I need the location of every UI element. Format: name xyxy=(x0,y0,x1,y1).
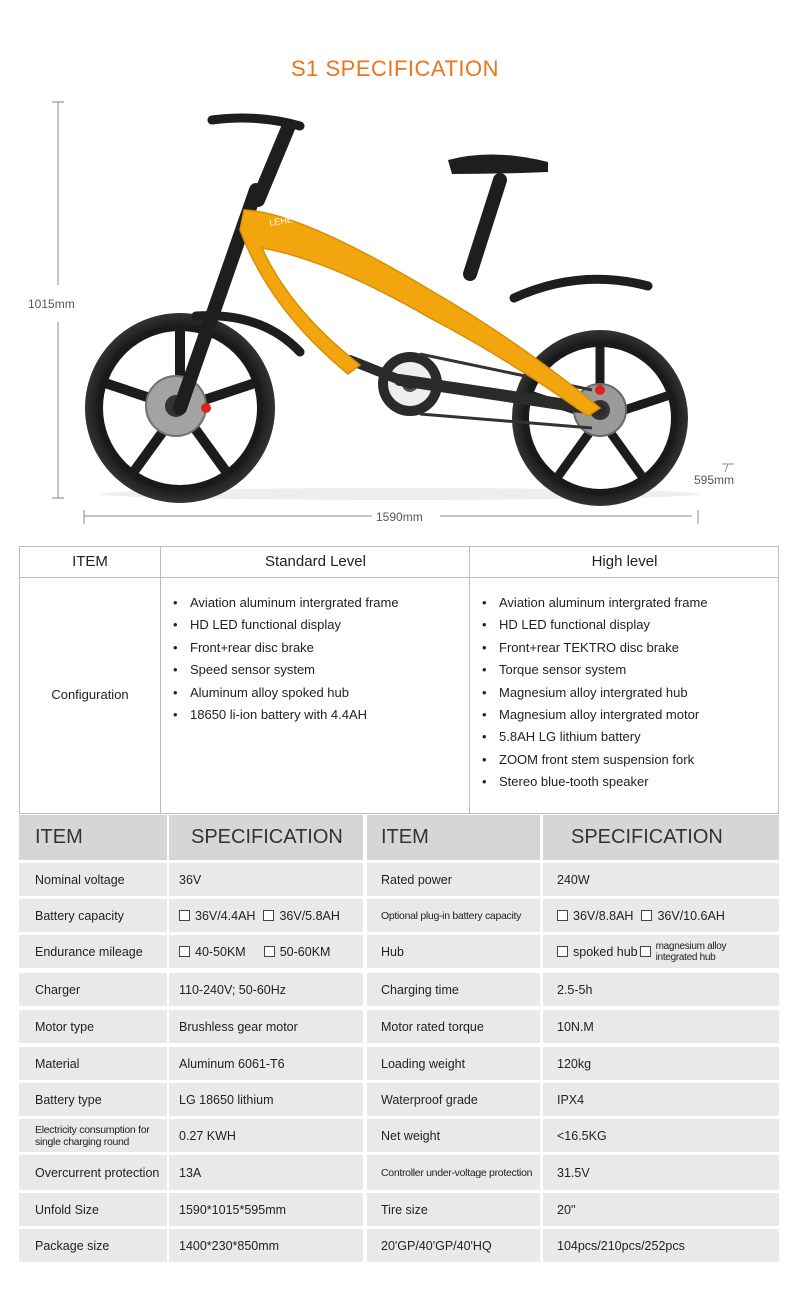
table-row xyxy=(19,899,779,932)
spec-value: 120kg xyxy=(543,1047,779,1080)
table-row xyxy=(19,1010,779,1043)
checkbox-icon[interactable] xyxy=(179,946,190,957)
spec-item: Battery type xyxy=(19,1083,167,1116)
option: 36V/10.6AH xyxy=(641,909,724,923)
list-item: • Front+rear disc brake xyxy=(161,637,399,659)
list-item: • Aviation aluminum intergrated frame xyxy=(470,592,708,614)
table-row xyxy=(19,1083,779,1116)
spec-item: Charger xyxy=(19,973,167,1006)
spec-item: Net weight xyxy=(367,1119,540,1152)
checkbox-icon[interactable] xyxy=(179,910,190,921)
spec-value: 13A xyxy=(169,1155,363,1190)
spec-item: Optional plug-in battery capacity xyxy=(367,899,540,932)
config-header-high: High level xyxy=(469,547,779,577)
spec-value: 1590*1015*595mm xyxy=(169,1193,363,1226)
spec-header-spec-1: SPECIFICATION xyxy=(169,815,363,860)
list-item: • Magnesium alloy intergrated motor xyxy=(470,704,708,726)
list-item: • Front+rear TEKTRO disc brake xyxy=(470,637,708,659)
standard-feature-list xyxy=(161,592,399,726)
config-header-item: ITEM xyxy=(72,553,108,570)
spec-item: Endurance mileage xyxy=(19,935,167,968)
list-item: • Stereo blue-tooth speaker xyxy=(470,771,708,793)
width-dimension-mark xyxy=(722,464,734,472)
list-item: • Speed sensor system xyxy=(161,659,399,681)
spec-header-item-1: ITEM xyxy=(19,815,167,860)
configuration-table xyxy=(19,546,779,814)
spec-value xyxy=(543,935,779,968)
table-row xyxy=(19,1229,779,1262)
spec-value: 240W xyxy=(543,863,779,896)
spec-value: 1400*230*850mm xyxy=(169,1229,363,1262)
spec-header-spec-2: SPECIFICATION xyxy=(543,815,779,860)
list-item: • 18650 li-ion battery with 4.4AH xyxy=(161,704,399,726)
spec-item: Unfold Size xyxy=(19,1193,167,1226)
option: 36V/8.8AH xyxy=(557,909,633,923)
page-title: S1 SPECIFICATION xyxy=(290,56,500,81)
table-row xyxy=(19,1119,779,1152)
handlebar xyxy=(212,118,300,126)
spec-item: Hub xyxy=(367,935,540,968)
spec-value: 110-240V; 50-60Hz xyxy=(169,973,363,1006)
spec-header-item-2: ITEM xyxy=(367,815,540,860)
configuration-table-header xyxy=(20,547,778,578)
config-header-standard: Standard Level xyxy=(160,547,470,577)
checkbox-icon[interactable] xyxy=(640,946,651,957)
frame-logo: LEHE xyxy=(268,214,294,228)
table-row xyxy=(19,973,779,1006)
spec-item: Charging time xyxy=(367,973,540,1006)
list-item: • Aviation aluminum intergrated frame xyxy=(161,592,399,614)
spec-item: Material xyxy=(19,1047,167,1080)
spec-value: 10N.M xyxy=(543,1010,779,1043)
table-row xyxy=(19,1155,779,1190)
high-feature-list xyxy=(470,592,708,794)
option: 50-60KM xyxy=(264,945,331,959)
bike-image xyxy=(0,90,790,530)
checkbox-icon[interactable] xyxy=(263,910,274,921)
option: 40-50KM xyxy=(179,945,246,959)
checkbox-icon[interactable] xyxy=(557,946,568,957)
spec-value: Brushless gear motor xyxy=(169,1010,363,1043)
rear-fender xyxy=(514,279,648,298)
table-row xyxy=(19,863,779,896)
width-dimension-label: 595mm xyxy=(694,473,735,487)
spec-value: Aluminum 6061-T6 xyxy=(169,1047,363,1080)
spec-item: Rated power xyxy=(367,863,540,896)
spec-item: Electricity consumption for single charging round xyxy=(19,1119,167,1152)
spec-item: Motor type xyxy=(19,1010,167,1043)
spec-value xyxy=(169,899,363,932)
spec-value: 2.5-5h xyxy=(543,973,779,1006)
spec-value: 31.5V xyxy=(543,1155,779,1190)
spec-item: Motor rated torque xyxy=(367,1010,540,1043)
spec-value: 104pcs/210pcs/252pcs xyxy=(543,1229,779,1262)
spec-item: Nominal voltage xyxy=(19,863,167,896)
list-item: • HD LED functional display xyxy=(161,614,399,636)
spec-value: IPX4 xyxy=(543,1083,779,1116)
seat-post xyxy=(470,180,500,274)
spec-value: <16.5KG xyxy=(543,1119,779,1152)
checkbox-icon[interactable] xyxy=(264,946,275,957)
spec-value xyxy=(169,935,363,968)
spec-item: Package size xyxy=(19,1229,167,1262)
table-row xyxy=(19,1047,779,1080)
saddle xyxy=(448,154,548,174)
spec-value: 0.27 KWH xyxy=(169,1119,363,1152)
checkbox-icon[interactable] xyxy=(641,910,652,921)
config-row-label: Configuration xyxy=(51,687,129,702)
spec-value: LG 18650 lithium xyxy=(169,1083,363,1116)
length-dimension-label: 1590mm xyxy=(376,510,423,524)
spec-item: 20'GP/40'GP/40'HQ xyxy=(367,1229,540,1262)
spec-item: Battery capacity xyxy=(19,899,167,932)
list-item: • Torque sensor system xyxy=(470,659,708,681)
table-row xyxy=(19,1193,779,1226)
spec-item: Tire size xyxy=(367,1193,540,1226)
spec-value: 20'' xyxy=(543,1193,779,1226)
rear-wheel xyxy=(512,330,688,506)
option: spoked hub xyxy=(557,945,638,959)
spec-header-row xyxy=(19,815,779,860)
spec-value xyxy=(543,899,779,932)
list-item: • HD LED functional display xyxy=(470,614,708,636)
spec-item: Controller under-voltage protection xyxy=(367,1155,540,1190)
standard-level-column xyxy=(160,578,470,813)
height-dimension-label: 1015mm xyxy=(28,297,75,311)
spec-value: 36V xyxy=(169,863,363,896)
option: magnesium alloy integrated hub xyxy=(640,941,738,963)
spec-item: Waterproof grade xyxy=(367,1083,540,1116)
list-item: • Aluminum alloy spoked hub xyxy=(161,682,399,704)
list-item: • 5.8AH LG lithium battery xyxy=(470,726,708,748)
spec-item: Loading weight xyxy=(367,1047,540,1080)
list-item: • Magnesium alloy intergrated hub xyxy=(470,682,708,704)
list-item: • ZOOM front stem suspension fork xyxy=(470,749,708,771)
option: 36V/5.8AH xyxy=(263,909,339,923)
checkbox-icon[interactable] xyxy=(557,910,568,921)
spec-item: Overcurrent protection xyxy=(19,1155,167,1190)
option: 36V/4.4AH xyxy=(179,909,255,923)
table-row xyxy=(19,935,779,968)
high-level-column xyxy=(469,578,779,813)
